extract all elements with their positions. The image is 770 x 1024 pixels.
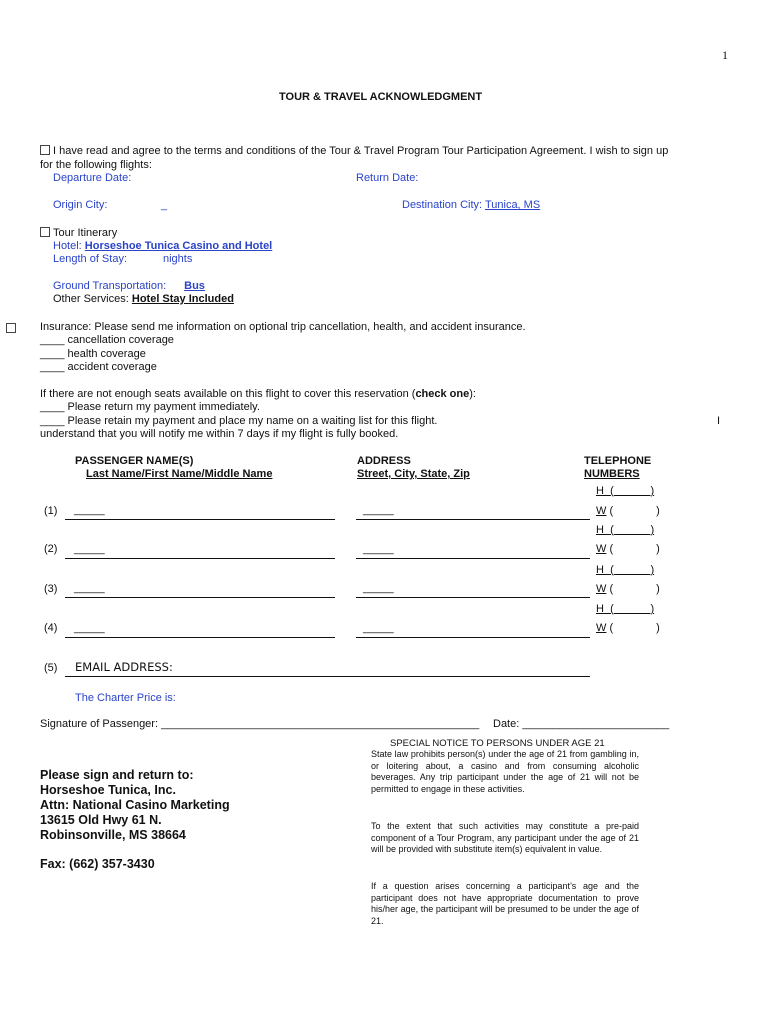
insurance-option-accident[interactable]: ____ accident coverage [40, 361, 157, 373]
seats-notify: understand that you will notify me within 7 days if my flight is fully booked. [40, 428, 399, 440]
seats-option-tail: I [717, 415, 721, 427]
paren-open: ( [610, 485, 614, 497]
paren-open: ( [609, 505, 614, 517]
phone-work-label: W [596, 505, 607, 517]
paren-open: ( [609, 583, 614, 595]
agreement-text: I have read and agree to the terms and conditions of the Tour & Travel Program Tour Participation Agreement. I wish to sign up [53, 145, 669, 157]
notice-paragraph-3: If a question arises concerning a participant’s age and the participant does not have appropriate documentation to prove his/her age, the participant will be presumed to be under the age of 21. [371, 881, 639, 926]
seats-question [40, 388, 476, 400]
passenger-name-4[interactable]: _____ [74, 622, 105, 634]
email-address-line[interactable] [65, 676, 590, 677]
phone-work-label: W [596, 583, 607, 595]
col-passenger-sub: Last Name/First Name/Middle Name [86, 468, 273, 480]
address-line-4[interactable] [356, 637, 590, 638]
passenger-name-line-3[interactable] [65, 597, 335, 598]
phone-work-1 [596, 505, 660, 517]
ground-transport-row [53, 280, 211, 292]
paren-open: ( [610, 524, 614, 536]
seats-option-return[interactable]: ____ Please return my payment immediately. [40, 401, 260, 413]
agreement-line-2: for the following flights: [40, 159, 152, 171]
ground-transport-value[interactable]: Bus [184, 280, 205, 292]
phone-home-label: H [596, 524, 604, 536]
col-address-sub: Street, City, State, Zip [357, 468, 470, 480]
row-number-3: (3) [44, 583, 58, 595]
address-1[interactable]: _____ [363, 504, 394, 516]
date-field[interactable]: Date: ________________________ [493, 718, 670, 730]
address-line-3[interactable] [356, 597, 590, 598]
departure-date-label: Departure Date: [53, 172, 132, 184]
phone-home-label: H [596, 603, 604, 615]
phone-home-label: H [596, 485, 604, 497]
passenger-name-1[interactable]: _____ [74, 504, 105, 516]
address-line-1[interactable] [356, 519, 590, 520]
row-number-2: (2) [44, 543, 58, 555]
length-of-stay-unit: nights [163, 253, 193, 265]
insurance-option-health[interactable]: ____ health coverage [40, 348, 146, 360]
hotel-label: Hotel: [53, 240, 85, 252]
col-address-title: ADDRESS [357, 455, 411, 467]
seats-option-waitlist[interactable]: ____ Please retain my payment and place my name on a waiting list for this flight. [40, 415, 438, 427]
page-number: 1 [722, 48, 728, 62]
insurance-option-cancellation[interactable]: ____ cancellation coverage [40, 334, 174, 346]
paren-close[interactable]: ) [650, 524, 655, 536]
row-number-4: (4) [44, 622, 58, 634]
paren-open: ( [610, 564, 614, 576]
other-services-value[interactable]: Hotel Stay Included [131, 293, 234, 305]
passenger-name-line-4[interactable] [65, 637, 335, 638]
seats-question-end: ): [469, 388, 476, 400]
phone-home-1 [596, 485, 654, 497]
seats-check-one: check one [415, 388, 470, 400]
notice-heading: SPECIAL NOTICE TO PERSONS UNDER AGE 21 [390, 738, 605, 749]
other-services-label: Other Services: [53, 293, 129, 305]
passenger-name-2[interactable]: _____ [74, 543, 105, 555]
phone-work-label: W [596, 543, 607, 555]
agreement-checkbox[interactable] [40, 145, 50, 155]
street-address: 13615 Old Hwy 61 N. [40, 813, 162, 827]
phone-home-3 [596, 564, 654, 576]
phone-home-4 [596, 603, 654, 615]
paren-close[interactable]: ) [650, 564, 655, 576]
charter-price-label: The Charter Price is: [75, 692, 176, 704]
phone-home-2 [596, 524, 654, 536]
other-services-row [53, 293, 234, 305]
paren-open: ( [610, 603, 614, 615]
ground-transport-label: Ground Transportation: [53, 280, 167, 292]
itinerary-heading: Tour Itinerary [53, 227, 118, 239]
itinerary-checkbox[interactable] [40, 227, 50, 237]
row-number-5: (5) [44, 662, 58, 674]
passenger-name-line-1[interactable] [65, 519, 335, 520]
insurance-checkbox[interactable] [6, 323, 16, 333]
col-telephone-title: TELEPHONE [584, 455, 652, 467]
address-4[interactable]: _____ [363, 622, 394, 634]
col-telephone-sub: NUMBERS [584, 468, 640, 480]
paren-close[interactable]: ) [656, 622, 660, 634]
hotel-value[interactable]: Horseshoe Tunica Casino and Hotel [84, 240, 273, 252]
address-line-2[interactable] [356, 558, 590, 559]
email-address-label: EMAIL ADDRESS: [75, 660, 173, 674]
phone-work-2 [596, 543, 660, 555]
paren-open: ( [609, 543, 614, 555]
paren-open: ( [609, 622, 614, 634]
page-title: TOUR & TRAVEL ACKNOWLEDGMENT [279, 91, 483, 103]
destination-city-label: Destination City: [402, 199, 483, 211]
col-passenger-title: PASSENGER NAME(S) [75, 455, 194, 467]
paren-close[interactable]: ) [656, 505, 660, 517]
phone-work-3 [596, 583, 660, 595]
notice-paragraph-1: State law prohibits person(s) under the age of 21 from gambling in, or loitering about, a casino and from consuming alcoholic beverages. Any trip participant under the age of 21 will not be permitted to engage in these activities. [371, 749, 639, 794]
phone-work-4 [596, 622, 660, 634]
notice-paragraph-2: To the extent that such activities may constitute a pre-paid component of a Tour Program, any participant under the age of 21 will be provided with substitute item(s) equivalent in value. [371, 821, 639, 854]
passenger-name-line-2[interactable] [65, 558, 335, 559]
destination-city-value[interactable]: Tunica, MS [484, 199, 541, 211]
length-of-stay-label: Length of Stay: [53, 253, 127, 265]
return-instructions: Please sign and return to: [40, 768, 194, 782]
address-2[interactable]: _____ [363, 543, 394, 555]
origin-city-field[interactable]: _ [161, 199, 168, 211]
hotel-row [53, 240, 272, 252]
paren-close[interactable]: ) [650, 603, 655, 615]
destination-city [402, 199, 540, 211]
phone-home-label: H [596, 564, 604, 576]
origin-city-label: Origin City: [53, 199, 108, 211]
seats-question-text: If there are not enough seats available on this flight to cover this reservation ( [40, 388, 416, 400]
itinerary-heading-row [40, 227, 117, 239]
address-3[interactable]: _____ [363, 582, 394, 594]
city-state-zip: Robinsonville, MS 38664 [40, 828, 186, 842]
return-date-label: Return Date: [356, 172, 419, 184]
attention-line: Attn: National Casino Marketing [40, 798, 230, 812]
paren-close[interactable]: ) [656, 583, 660, 595]
passenger-name-3[interactable]: _____ [74, 582, 105, 594]
row-number-1: (1) [44, 505, 58, 517]
insurance-heading: Insurance: Please send me information on optional trip cancellation, health, and accident insurance. [40, 321, 526, 333]
paren-close[interactable]: ) [650, 485, 655, 497]
fax-number: Fax: (662) 357-3430 [40, 857, 155, 871]
paren-close[interactable]: ) [656, 543, 660, 555]
company-name: Horseshoe Tunica, Inc. [40, 783, 176, 797]
phone-work-label: W [596, 622, 607, 634]
signature-field[interactable]: Signature of Passenger: ____________________________________________________ [40, 718, 480, 730]
agreement-line [40, 145, 668, 157]
